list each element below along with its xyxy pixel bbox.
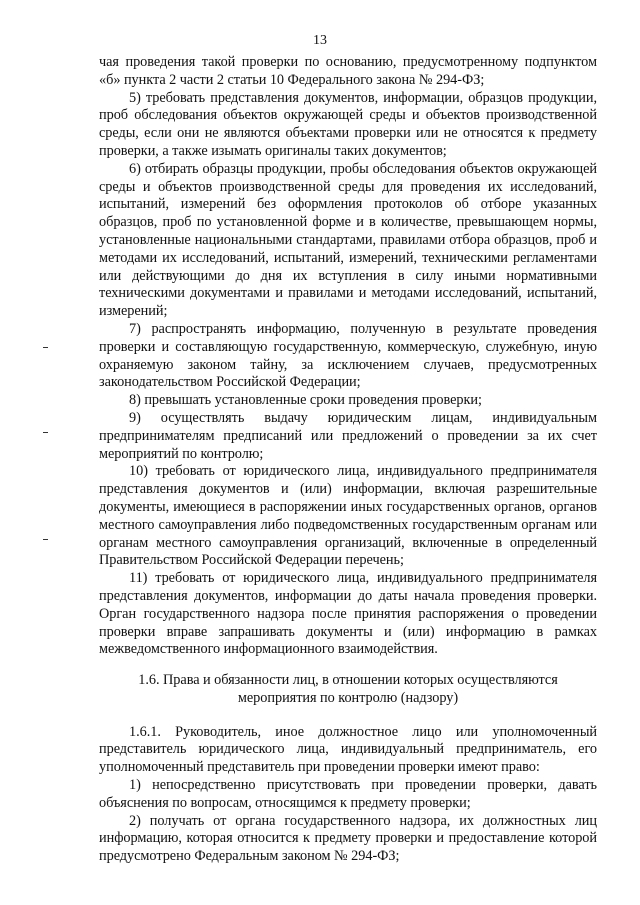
paragraph-item-9: 9) осуществлять выдачу юридическим лицам, индивидуальным предпринимателям предписаний или предложений о проведении за их счет мероприятий по контролю; [99, 409, 597, 462]
section-heading: 1.6. Права и обязанности лиц, в отношении которых осуществляются мероприятия по контролю (надзору) [138, 672, 558, 706]
paragraph-1-6-1: 1.6.1. Руководитель, иное должностное лицо или уполномоченный представитель юридического лица, индивидуальный предприниматель, его уполномоченный представитель при проведении проверки имеют право: [99, 723, 597, 776]
paragraph-item-11: 11) требовать от юридического лица, индивидуального предпринимателя представления документов, информации до даты начала проведения проверки. Орган государственного надзора после принятия распоряжения о проведении проверки вправе запрашивать документы и (или) информацию в рамках межведомственного информационного взаимодействия. [99, 570, 597, 658]
document-body [99, 54, 597, 866]
margin-mark [43, 347, 48, 348]
paragraph-item-6: 6) отбирать образцы продукции, пробы обследования объектов окружающей среды и объектов производственной среды для проведения их исследований, испытаний, измерений без оформления протоколов об отборе указанных образцов, проб по установленной форме и в количестве, превышающем нормы, установленные национальными стандартами, правилами отбора образцов, проб и методами их исследований, испытаний, измерений, техническими регламентами или действующими до дня их вступления в силу иными нормативными техническими документами и правилами и методами исследований, испытаний, измерений; [99, 160, 597, 320]
paragraph-continuation: чая проведения такой проверки по основанию, предусмотренному подпунктом «б» пункта 2 части 2 статьи 10 Федерального закона № 294-ФЗ; [99, 54, 597, 88]
margin-mark [43, 432, 48, 433]
paragraph-item-7: 7) распространять информацию, полученную в результате проведения проверки и составляющую государственную, коммерческую, служебную, иную охраняемую законом тайну, за исключением случаев, предусмотренных законодательством Российской Федерации; [99, 320, 597, 391]
paragraph-item-8: 8) превышать установленные сроки проведения проверки; [129, 392, 482, 409]
margin-mark [43, 539, 48, 540]
paragraph-item-10: 10) требовать от юридического лица, индивидуального предпринимателя представления документов и (или) информации, включая разрешительные документы, имеющиеся в распоряжении иных государственных органов, органов местного самоуправления либо подведомственных государственным органам или органам местного самоуправления организаций, включенные в определенный Правительством Российской Федерации перечень; [99, 463, 597, 569]
paragraph-right-1: 1) непосредственно присутствовать при проведении проверки, давать объяснения по вопросам, относящимся к предмету проверки; [99, 777, 597, 811]
paragraph-right-2: 2) получать от органа государственного надзора, их должностных лиц информацию, которая относится к предмету проверки и предоставление которой предусмотрено Федеральным законом № 294-ФЗ; [99, 812, 597, 865]
page-number: 13 [313, 33, 327, 48]
paragraph-item-5: 5) требовать представления документов, информации, образцов продукции, проб обследования объектов окружающей среды и объектов производственной среды, если они не являются объектами проверки или не относятся к предмету проверки, а также изымать оригиналы таких документов; [99, 89, 597, 159]
